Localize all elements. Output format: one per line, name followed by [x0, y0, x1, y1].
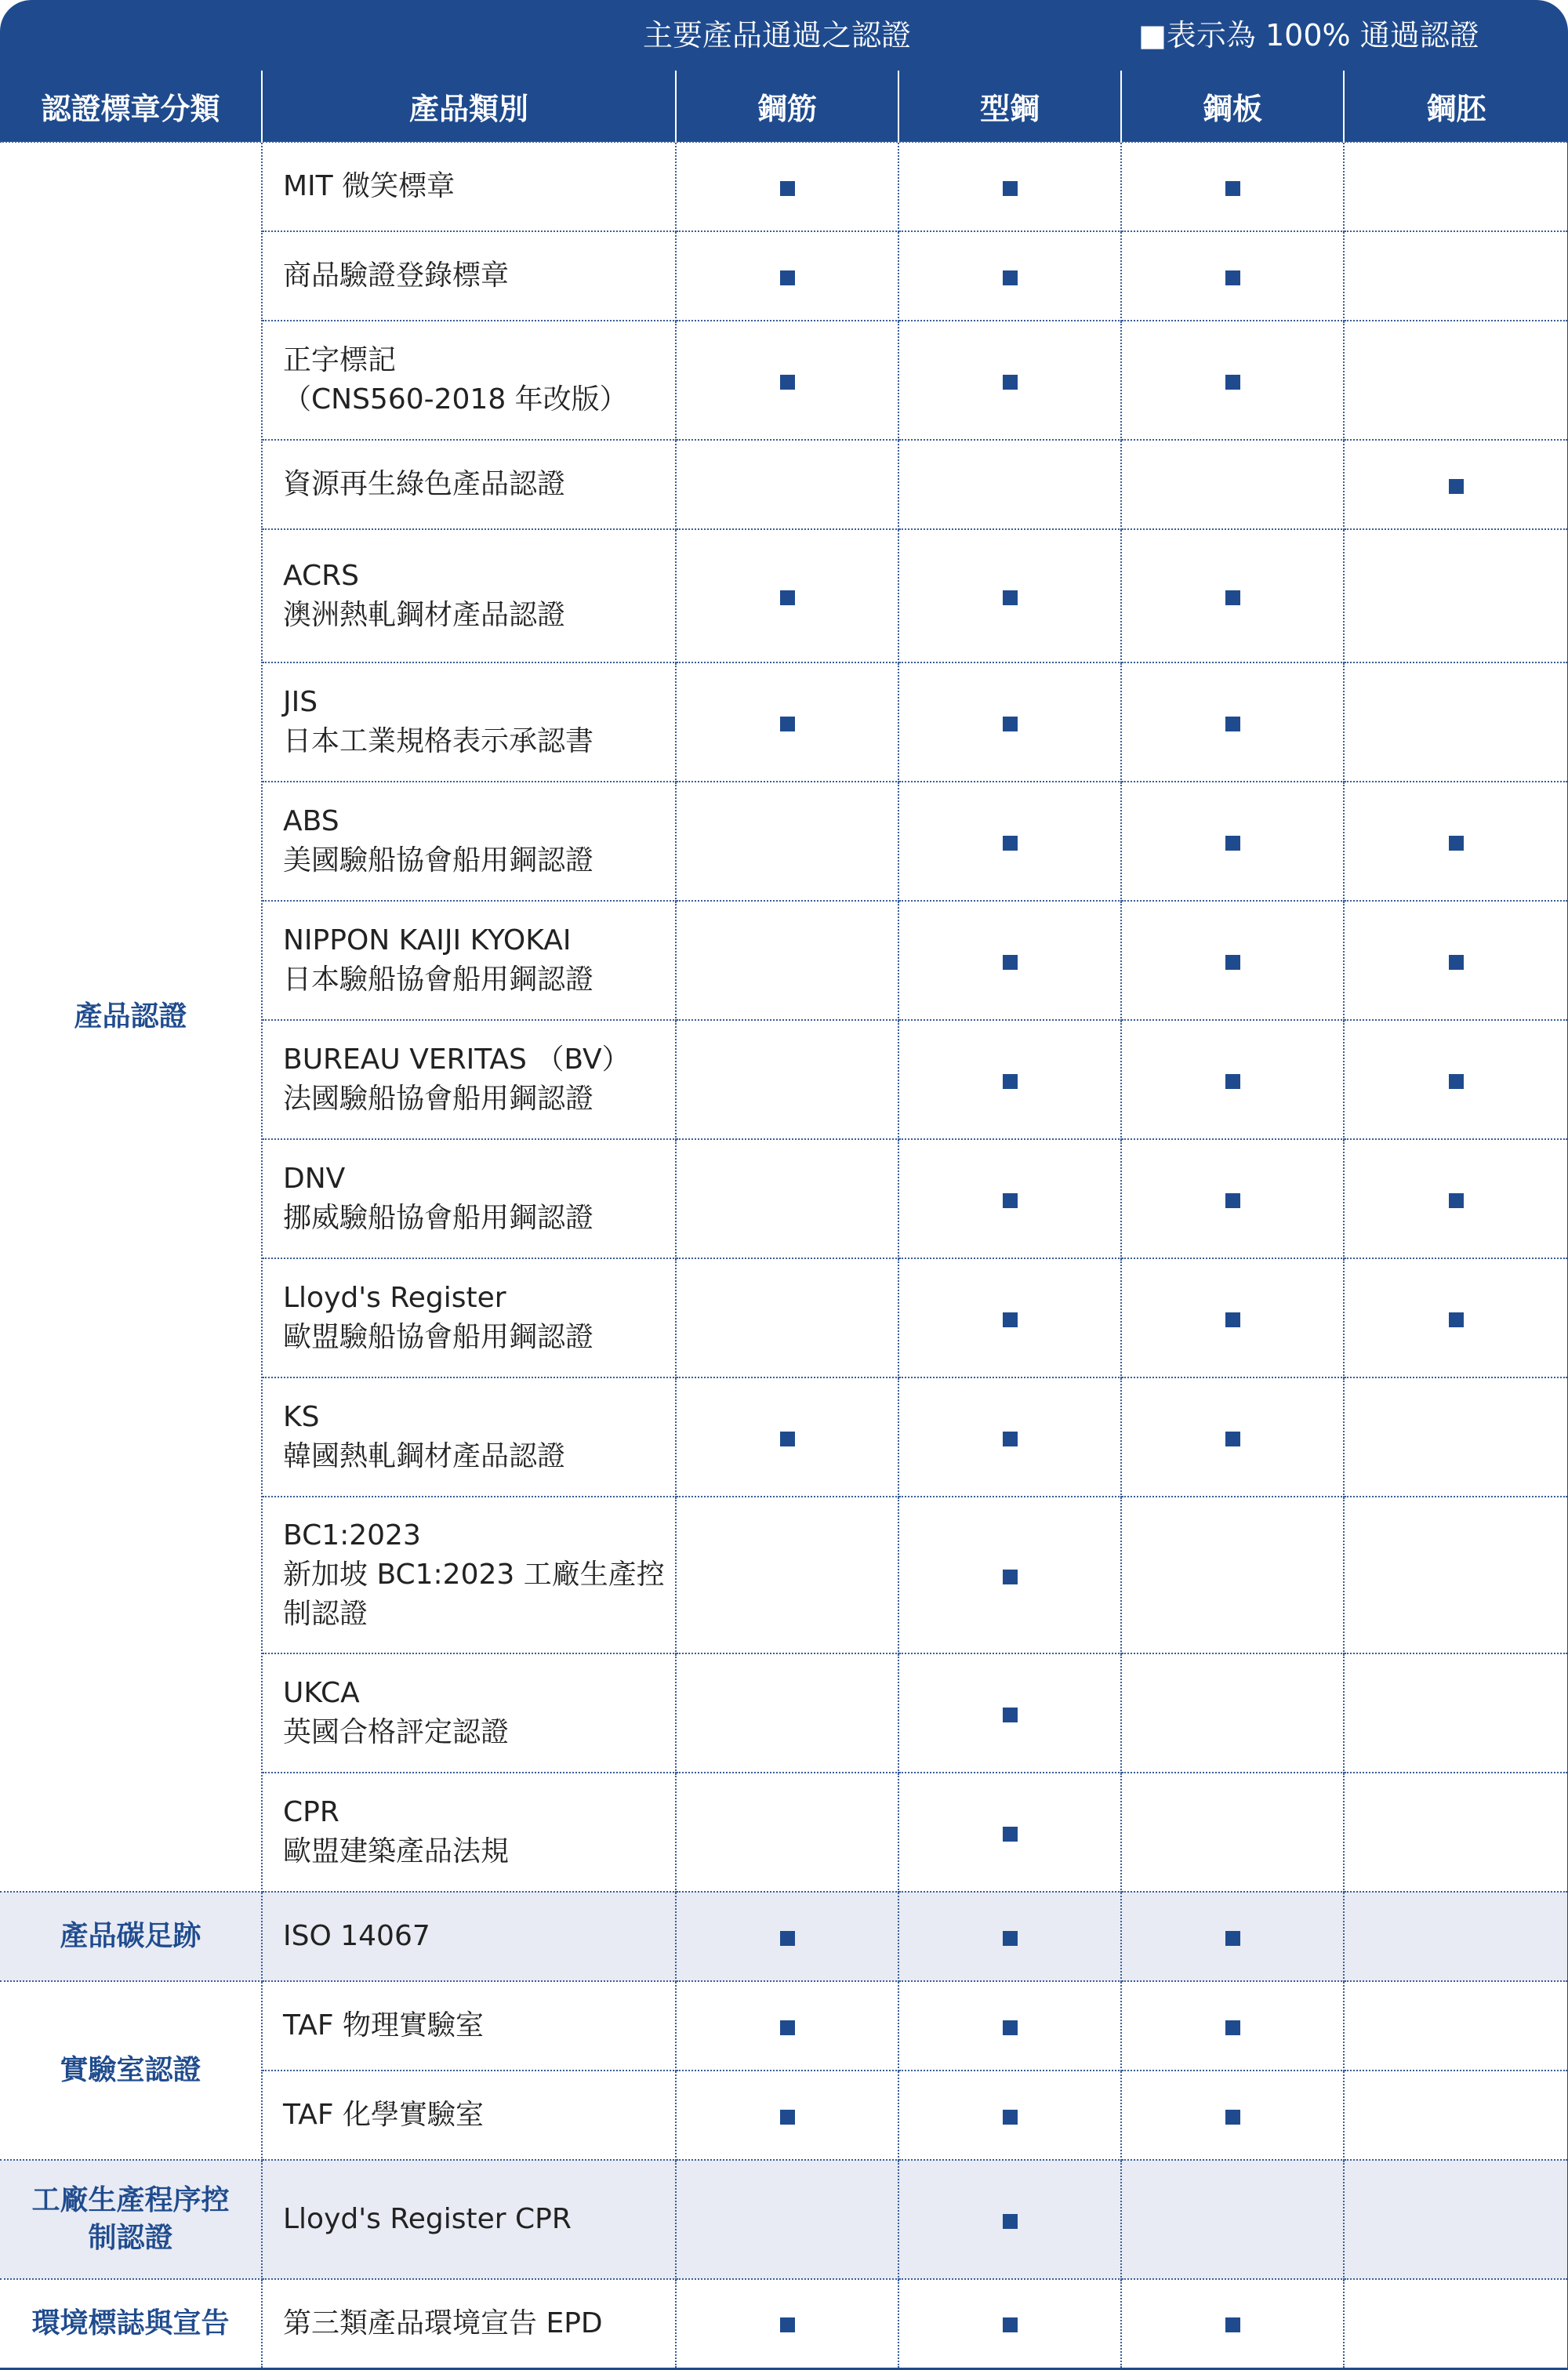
product-label: 英國合格評定認證 — [283, 1716, 510, 1748]
mark-cell-billet — [1344, 142, 1568, 231]
certified-square-icon — [1003, 2214, 1018, 2229]
certified-square-icon — [1003, 1931, 1018, 1946]
mark-cell-steel-plate — [1121, 1377, 1344, 1497]
product-label: DNV — [283, 1163, 346, 1195]
product-label: 資源再生綠色產品認證 — [283, 468, 566, 500]
certified-square-icon — [1225, 1931, 1240, 1946]
mark-cell-billet — [1344, 2279, 1568, 2368]
mark-cell-billet — [1344, 529, 1568, 662]
certified-square-icon — [1003, 590, 1018, 605]
mark-cell-rebar — [676, 1497, 898, 1653]
certified-square-icon — [1003, 2020, 1018, 2035]
mark-cell-section-steel — [898, 2071, 1121, 2160]
mark-cell-steel-plate — [1121, 1497, 1344, 1653]
mark-cell-section-steel — [898, 1773, 1121, 1892]
product-cell — [262, 2279, 676, 2368]
mark-cell-billet — [1344, 662, 1568, 782]
mark-cell-section-steel — [898, 1892, 1121, 1981]
certified-square-icon — [780, 1432, 795, 1446]
product-cell — [262, 1653, 676, 1773]
product-cell — [262, 1497, 676, 1653]
mark-cell-rebar — [676, 1653, 898, 1773]
mark-cell-steel-plate — [1121, 2071, 1344, 2160]
product-label: UKCA — [283, 1677, 360, 1709]
certified-square-icon — [1225, 1074, 1240, 1089]
product-label: 美國驗船協會船用鋼認證 — [283, 844, 594, 877]
product-label: BUREAU VERITAS （BV） — [283, 1043, 630, 1076]
certified-square-icon — [1225, 590, 1240, 605]
product-cell — [262, 529, 676, 662]
mark-cell-section-steel — [898, 1981, 1121, 2071]
mark-cell-section-steel — [898, 1497, 1121, 1653]
product-label: 澳洲熱軋鋼材產品認證 — [283, 599, 566, 631]
certified-square-icon — [780, 181, 795, 196]
mark-cell-steel-plate — [1121, 2160, 1344, 2279]
category-cell — [0, 1892, 262, 1981]
product-label: TAF 化學實驗室 — [283, 2099, 484, 2131]
certified-square-icon — [1003, 1827, 1018, 1842]
mark-cell-steel-plate — [1121, 231, 1344, 321]
mark-cell-billet — [1344, 2160, 1568, 2279]
mark-cell-section-steel — [898, 529, 1121, 662]
product-label: Lloyd's Register — [283, 1282, 506, 1314]
mark-cell-rebar — [676, 2071, 898, 2160]
mark-cell-section-steel — [898, 1653, 1121, 1773]
category-cell — [0, 2279, 262, 2368]
mark-cell-section-steel — [898, 1020, 1121, 1139]
mark-cell-rebar — [676, 1773, 898, 1892]
product-label: 第三類產品環境宣告 EPD — [283, 2306, 603, 2339]
certified-square-icon — [1225, 836, 1240, 851]
product-label: 日本驗船協會船用鋼認證 — [283, 964, 594, 996]
certified-square-icon — [780, 590, 795, 605]
product-label: BC1:2023 — [283, 1519, 421, 1552]
mark-cell-steel-plate — [1121, 901, 1344, 1020]
product-cell — [262, 662, 676, 782]
certified-square-icon — [1449, 479, 1464, 494]
mark-cell-steel-plate — [1121, 321, 1344, 440]
mark-cell-rebar — [676, 1892, 898, 1981]
certified-square-icon — [1003, 2317, 1018, 2332]
certified-square-icon — [1225, 2317, 1240, 2332]
product-cell — [262, 1020, 676, 1139]
product-label: TAF 物理實驗室 — [283, 2009, 484, 2042]
mark-cell-section-steel — [898, 321, 1121, 440]
table-top-header — [0, 0, 1568, 71]
col-header-rebar: 鋼筋 — [676, 71, 898, 142]
certified-square-icon — [780, 717, 795, 731]
certified-square-icon — [1003, 1708, 1018, 1722]
mark-cell-section-steel — [898, 662, 1121, 782]
mark-cell-steel-plate — [1121, 1981, 1344, 2071]
product-label: ISO 14067 — [283, 1920, 430, 1952]
category-cell — [0, 1981, 262, 2160]
category-label: 產品認證 — [74, 1000, 187, 1033]
mark-cell-steel-plate — [1121, 2279, 1344, 2368]
col-header-billet: 鋼胚 — [1344, 71, 1568, 142]
certified-square-icon — [1003, 717, 1018, 731]
product-label: Lloyd's Register CPR — [283, 2203, 572, 2235]
mark-cell-section-steel — [898, 901, 1121, 1020]
certified-square-icon — [1225, 181, 1240, 196]
mark-cell-rebar — [676, 1020, 898, 1139]
certified-square-icon — [1003, 1193, 1018, 1208]
mark-cell-section-steel — [898, 142, 1121, 231]
product-label: 正字標記 — [283, 344, 397, 376]
mark-cell-section-steel — [898, 1377, 1121, 1497]
mark-cell-billet — [1344, 1020, 1568, 1139]
product-label: JIS — [283, 686, 318, 718]
mark-cell-billet — [1344, 440, 1568, 529]
table-row — [0, 1981, 1568, 2071]
product-label: 新加坡 BC1:2023 工廠生產控 — [283, 1559, 665, 1591]
mark-cell-rebar — [676, 782, 898, 901]
certified-square-icon — [1225, 955, 1240, 970]
product-cell — [262, 1377, 676, 1497]
certified-square-icon — [1225, 2020, 1240, 2035]
product-label: 制認證 — [283, 1598, 368, 1630]
mark-cell-section-steel — [898, 1139, 1121, 1258]
mark-cell-section-steel — [898, 782, 1121, 901]
product-label: ABS — [283, 805, 339, 837]
certified-square-icon — [1225, 1193, 1240, 1208]
mark-cell-billet — [1344, 2071, 1568, 2160]
certified-square-icon — [1449, 1312, 1464, 1327]
product-label: 法國驗船協會船用鋼認證 — [283, 1083, 594, 1115]
certified-square-icon — [1003, 1074, 1018, 1089]
product-cell — [262, 321, 676, 440]
mark-cell-billet — [1344, 1892, 1568, 1981]
certified-square-icon — [1225, 717, 1240, 731]
mark-cell-billet — [1344, 901, 1568, 1020]
certified-square-icon — [780, 2317, 795, 2332]
certified-square-icon — [1003, 181, 1018, 196]
product-label: KS — [283, 1401, 320, 1433]
product-cell — [262, 1773, 676, 1892]
certified-square-icon — [1003, 375, 1018, 390]
mark-cell-rebar — [676, 2279, 898, 2368]
product-label: CPR — [283, 1796, 339, 1828]
category-label: 環境標誌與宣告 — [31, 2306, 230, 2339]
mark-cell-section-steel — [898, 440, 1121, 529]
product-cell — [262, 901, 676, 1020]
table-row — [0, 2160, 1568, 2279]
certified-square-icon — [780, 270, 795, 285]
product-cell — [262, 782, 676, 901]
product-label: （CNS560-2018 年改版） — [283, 383, 628, 416]
mark-cell-steel-plate — [1121, 1653, 1344, 1773]
mark-cell-rebar — [676, 142, 898, 231]
certification-table — [0, 71, 1568, 2370]
product-label: MIT 微笑標章 — [283, 170, 456, 202]
product-label: 韓國熱軋鋼材產品認證 — [283, 1440, 566, 1472]
certified-square-icon — [1003, 2110, 1018, 2125]
category-label: 實驗室認證 — [60, 2054, 201, 2086]
column-header-row — [0, 71, 1568, 142]
mark-cell-billet — [1344, 1497, 1568, 1653]
product-label: 挪威驗船協會船用鋼認證 — [283, 1202, 594, 1234]
mark-cell-billet — [1344, 321, 1568, 440]
certified-square-icon — [1225, 2110, 1240, 2125]
category-label: 制認證 — [88, 2222, 173, 2254]
mark-cell-rebar — [676, 2160, 898, 2279]
mark-cell-billet — [1344, 1258, 1568, 1377]
certified-square-icon — [1449, 955, 1464, 970]
category-label: 工廠生產程序控 — [31, 2184, 230, 2216]
mark-cell-steel-plate — [1121, 529, 1344, 662]
certified-square-icon — [1449, 1074, 1464, 1089]
mark-cell-steel-plate — [1121, 1258, 1344, 1377]
product-cell — [262, 440, 676, 529]
product-label: ACRS — [283, 560, 359, 592]
table-row — [0, 1892, 1568, 1981]
product-cell — [262, 142, 676, 231]
category-label: 產品碳足跡 — [60, 1920, 201, 1952]
certified-square-icon — [1003, 1570, 1018, 1584]
mark-cell-billet — [1344, 1653, 1568, 1773]
col-header-section-steel: 型鋼 — [898, 71, 1121, 142]
category-cell — [0, 142, 262, 1892]
certified-square-icon — [1003, 836, 1018, 851]
mark-cell-section-steel — [898, 231, 1121, 321]
mark-cell-billet — [1344, 231, 1568, 321]
mark-cell-billet — [1344, 1377, 1568, 1497]
table-row — [0, 142, 1568, 231]
mark-cell-billet — [1344, 1981, 1568, 2071]
category-cell — [0, 2160, 262, 2279]
mark-cell-billet — [1344, 1139, 1568, 1258]
product-label: 歐盟驗船協會船用鋼認證 — [283, 1321, 594, 1353]
product-label: 日本工業規格表示承認書 — [283, 725, 594, 757]
product-label: 商品驗證登錄標章 — [283, 260, 510, 292]
mark-cell-steel-plate — [1121, 782, 1344, 901]
product-cell — [262, 2071, 676, 2160]
certified-square-icon — [780, 2020, 795, 2035]
product-cell — [262, 231, 676, 321]
certified-square-icon — [1003, 1432, 1018, 1446]
certified-square-icon — [1003, 270, 1018, 285]
legend-note: ■表示為 100% 通過認證 — [1138, 18, 1479, 53]
mark-cell-billet — [1344, 782, 1568, 901]
certified-square-icon — [1225, 270, 1240, 285]
mark-cell-rebar — [676, 321, 898, 440]
col-header-product: 產品類別 — [262, 71, 676, 142]
mark-cell-rebar — [676, 1377, 898, 1497]
mark-cell-rebar — [676, 440, 898, 529]
certified-square-icon — [1003, 955, 1018, 970]
mark-cell-rebar — [676, 1139, 898, 1258]
mark-cell-rebar — [676, 662, 898, 782]
table-title: 主要產品通過之認證 — [643, 18, 912, 53]
product-cell — [262, 1258, 676, 1377]
mark-cell-steel-plate — [1121, 440, 1344, 529]
col-header-category: 認證標章分類 — [0, 71, 262, 142]
certified-square-icon — [1449, 836, 1464, 851]
col-header-steel-plate: 鋼板 — [1121, 71, 1344, 142]
table-body — [0, 142, 1568, 2368]
certified-square-icon — [780, 375, 795, 390]
mark-cell-steel-plate — [1121, 1020, 1344, 1139]
product-cell — [262, 2160, 676, 2279]
mark-cell-steel-plate — [1121, 1892, 1344, 1981]
certified-square-icon — [1449, 1193, 1464, 1208]
certified-square-icon — [1003, 1312, 1018, 1327]
certified-square-icon — [1225, 1312, 1240, 1327]
mark-cell-section-steel — [898, 1258, 1121, 1377]
mark-cell-rebar — [676, 1981, 898, 2071]
mark-cell-steel-plate — [1121, 1139, 1344, 1258]
certified-square-icon — [1225, 375, 1240, 390]
mark-cell-billet — [1344, 1773, 1568, 1892]
mark-cell-section-steel — [898, 2279, 1121, 2368]
certified-square-icon — [780, 1931, 795, 1946]
product-cell — [262, 1981, 676, 2071]
product-cell — [262, 1139, 676, 1258]
mark-cell-steel-plate — [1121, 1773, 1344, 1892]
mark-cell-rebar — [676, 1258, 898, 1377]
product-label: NIPPON KAIJI KYOKAI — [283, 924, 572, 956]
mark-cell-rebar — [676, 901, 898, 1020]
product-cell — [262, 1892, 676, 1981]
mark-cell-steel-plate — [1121, 662, 1344, 782]
mark-cell-steel-plate — [1121, 142, 1344, 231]
mark-cell-rebar — [676, 231, 898, 321]
table-row — [0, 2279, 1568, 2368]
certified-square-icon — [780, 2110, 795, 2125]
product-label: 歐盟建築產品法規 — [283, 1835, 510, 1867]
certified-square-icon — [1225, 1432, 1240, 1446]
mark-cell-rebar — [676, 529, 898, 662]
mark-cell-section-steel — [898, 2160, 1121, 2279]
